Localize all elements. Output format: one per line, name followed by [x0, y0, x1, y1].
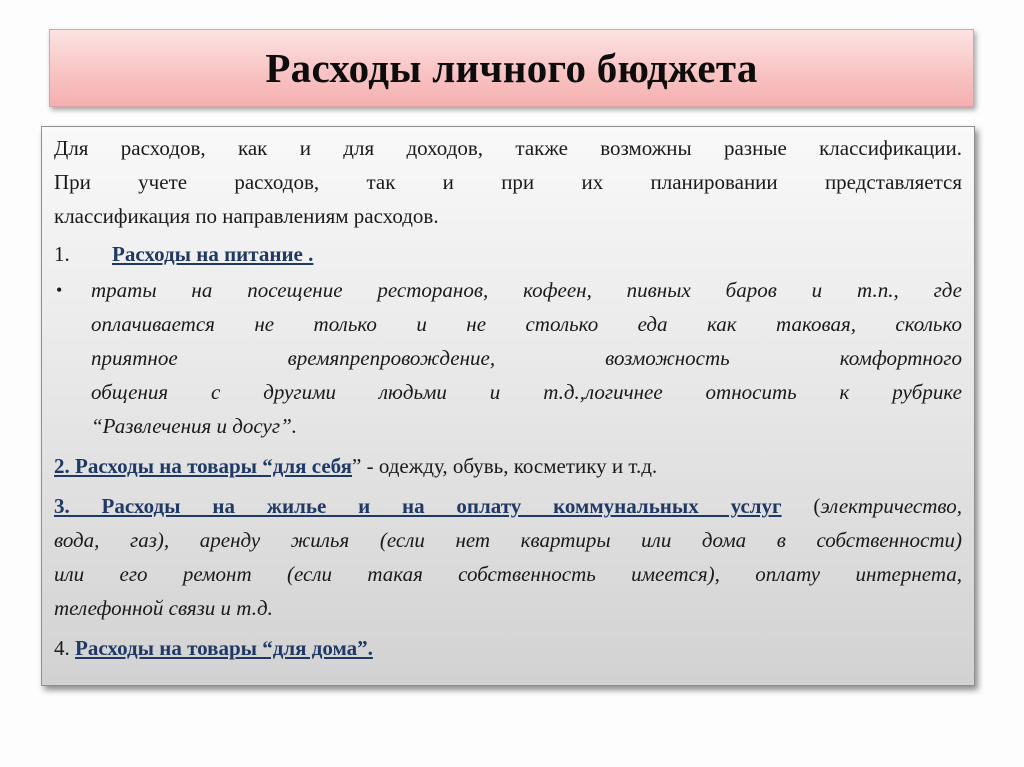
intro-line-3: классификация по направлениям расходов. [54, 204, 439, 228]
item-4-prefix: 4. [54, 636, 75, 660]
item-3-line-1 [54, 489, 962, 523]
bullet-line-3: приятное времяпрепровождение, возможность комфортного [91, 346, 962, 370]
item-3-line-2: вода, газ), аренду жилья (если нет квартиры или дома в собственности) [54, 528, 962, 552]
item-2 [54, 449, 962, 483]
item-3-link[interactable]: 3. Расходы на жилье и на оплату коммунальных услуг [54, 494, 782, 518]
item-3-line-1-rest: электричество, [820, 494, 963, 518]
item-3-line-3: или его ремонт (если такая собственность имеется), оплату интернета, [54, 562, 962, 586]
bullet-icon: • [56, 280, 63, 300]
item-1-number: 1. [54, 242, 70, 266]
item-2-rest: ” - одежду, обувь, косметику и т.д. [352, 454, 658, 478]
bullet-line-4: общения с другими людьми и т.д.,логичнее относить к рубрике [91, 380, 962, 404]
intro-paragraph [54, 131, 962, 233]
intro-line-2: При учете расходов, так и при их планировании представляется [54, 170, 962, 194]
intro-line-1: Для расходов, как и для доходов, также возможны разные классификации. [54, 136, 962, 160]
item-4 [54, 631, 962, 665]
item-1 [54, 239, 962, 269]
item-3-line-4: телефонной связи и т.д. [54, 596, 273, 620]
bullet-text [91, 273, 962, 443]
title-box [49, 29, 974, 107]
item-3-open-paren: ( [781, 494, 821, 518]
bullet-line-1: траты на посещение ресторанов, кофеен, пивных баров и т.п., где [91, 278, 962, 302]
bullet-line-5: “Развлечения и досуг”. [91, 414, 298, 438]
item-1-link[interactable]: Расходы на питание . [112, 242, 314, 266]
item-3 [54, 489, 962, 625]
bullet-line-2: оплачивается не только и не столько еда как таковая, сколько [91, 312, 962, 336]
item-4-link[interactable]: Расходы на товары “для дома”. [75, 636, 373, 660]
content-box [41, 126, 975, 686]
item-2-link[interactable]: 2. Расходы на товары “для себя [54, 454, 353, 478]
slide-title: Расходы личного бюджета [265, 45, 758, 91]
bullet-item [54, 273, 962, 443]
